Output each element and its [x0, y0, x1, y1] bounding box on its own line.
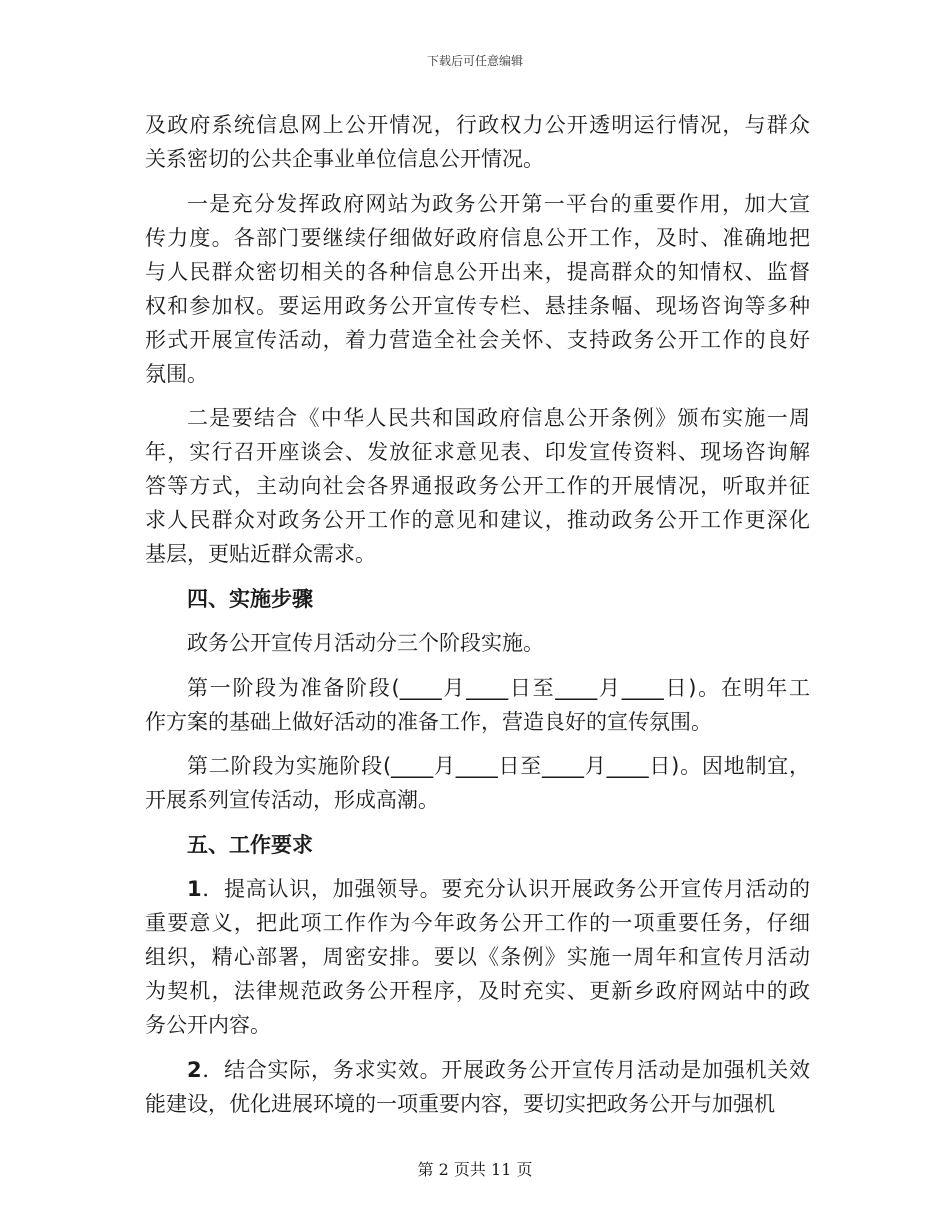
paragraph — [145, 187, 810, 391]
current-page-number: 2 — [438, 1160, 449, 1179]
line-text: 形式开展宣传活动，着力营造全社会关怀、支持政务公开工作的良好 — [145, 327, 810, 352]
line-text: 权和参加权。要运用政务公开宣传专栏、悬挂条幅、现场咨询等多种 — [145, 293, 810, 318]
text-line — [145, 974, 810, 1008]
text-line — [145, 142, 810, 176]
line-text: 能建设，优化进展环境的一项重要内容，要切实把政务公开与加强机 — [145, 1091, 775, 1116]
footer-prefix: 第 — [417, 1160, 434, 1179]
line-text: 氛围。 — [145, 361, 208, 386]
paragraph — [145, 401, 810, 571]
text-line — [145, 1053, 810, 1087]
line-text: 一是充分发挥政府网站为政务公开第一平台的重要作用，加大宣 — [187, 191, 810, 216]
line-text: 传力度。各部门要继续仔细做好政府信息公开工作，及时、准确地把 — [145, 225, 810, 250]
text-line — [145, 872, 810, 906]
line-text: 重要意义，把此项工作作为今年政务公开工作的一项重要任务，仔细 — [145, 911, 810, 935]
line-text: 政务公开宣传月活动分三个阶段实施。 — [187, 631, 544, 655]
line-text: 作方案的基础上做好活动的准备工作，营造良好的宣传氛围。 — [145, 709, 712, 734]
line-text: ．结合实际，务求实效。开展政务公开宣传月活动是加强机关效 — [201, 1057, 810, 1082]
text-line — [145, 906, 810, 940]
line-text: 求人民群众对政务公开工作的意见和建议，推动政务公开工作更深化 — [145, 508, 810, 532]
paragraph — [145, 671, 810, 739]
line-text: 开展系列宣传活动，形成高潮。 — [145, 788, 439, 812]
line-text: 答等方式，主动向社会各界通报政务公开工作的开展情况，听取并征 — [145, 474, 810, 498]
text-line — [145, 626, 810, 660]
item-number: 1 — [187, 877, 202, 901]
paragraph — [145, 872, 810, 1042]
line-text: 第一阶段为准备阶段(____月____日至____月____日)。在明年工 — [187, 675, 810, 700]
line-text: 关系密切的公共企事业单位信息公开情况。 — [145, 147, 544, 171]
text-line — [145, 469, 810, 503]
item-number: 2 — [187, 1057, 202, 1082]
line-text: ．提高认识，加强领导。要充分认识开展政务公开宣传月活动的 — [201, 877, 810, 901]
line-text: 四、实施步骤 — [187, 586, 313, 611]
page-header: 下载后可任意编辑 — [426, 54, 523, 68]
text-line — [145, 435, 810, 469]
text-line — [145, 357, 810, 391]
total-page-count: 11 — [491, 1160, 512, 1179]
paragraph — [145, 108, 810, 176]
text-line — [145, 940, 810, 974]
paragraph — [145, 749, 810, 817]
line-text: 第二阶段为实施阶段(____月____日至____月____日)。因地制宜， — [187, 754, 810, 778]
footer-middle: 页共 — [453, 1160, 486, 1179]
paragraph — [145, 626, 810, 660]
section-heading — [145, 828, 810, 862]
line-text: 与人民群众密切相关的各种信息公开出来，提高群众的知情权、监督 — [145, 259, 810, 284]
line-text: 为契机，法律规范政务公开程序，及时充实、更新乡政府网站中的政 — [145, 979, 810, 1003]
text-line — [145, 289, 810, 323]
text-line — [145, 323, 810, 357]
text-line — [145, 671, 810, 705]
text-line — [145, 503, 810, 537]
text-line — [145, 537, 810, 571]
text-line — [145, 1008, 810, 1042]
page-footer — [0, 1157, 950, 1180]
text-line — [145, 582, 810, 616]
text-line — [145, 783, 810, 817]
line-text: 五、工作要求 — [187, 832, 313, 857]
text-line — [145, 1087, 810, 1121]
text-line — [145, 187, 810, 221]
text-line — [145, 401, 810, 435]
text-line — [145, 108, 810, 142]
section-heading — [145, 582, 810, 616]
line-text: 及政府系统信息网上公开情况，行政权力公开透明运行情况，与群众 — [145, 113, 810, 137]
line-text: 务公开内容。 — [145, 1013, 271, 1037]
line-text: 基层，更贴近群众需求。 — [145, 542, 376, 566]
line-text: 组织，精心部署，周密安排。要以《条例》实施一周年和宣传月活动 — [145, 945, 810, 969]
text-line — [145, 705, 810, 739]
document-body — [145, 108, 810, 1121]
line-text: 年，实行召开座谈会、发放征求意见表、印发宣传资料、现场咨询解 — [145, 440, 810, 464]
line-text: 二是要结合《中华人民共和国政府信息公开条例》颁布实施一周 — [187, 406, 810, 430]
paragraph — [145, 1053, 810, 1121]
text-line — [145, 221, 810, 255]
footer-suffix: 页 — [516, 1160, 533, 1179]
text-line — [145, 255, 810, 289]
text-line — [145, 749, 810, 783]
text-line — [145, 828, 810, 862]
